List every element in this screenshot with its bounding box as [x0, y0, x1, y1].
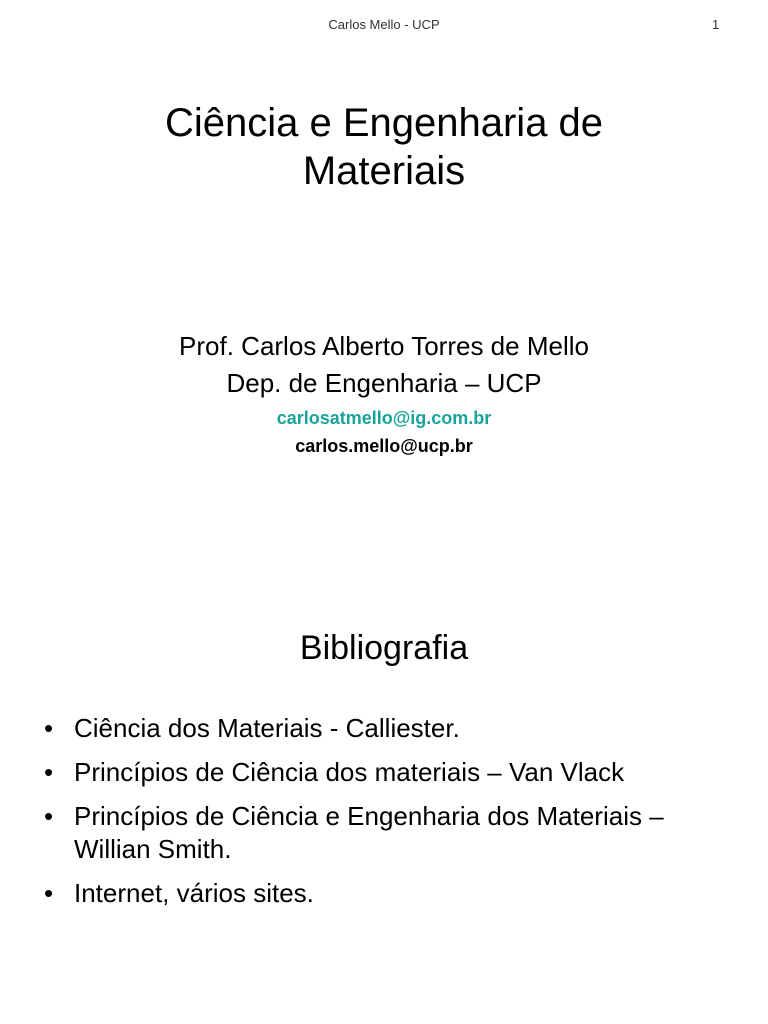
list-item-text: Princípios de Ciência e Engenharia dos Materiais – Willian Smith.: [74, 801, 664, 864]
bullet-icon: •: [44, 757, 54, 787]
slide-2: [0, 512, 768, 1024]
title-line-1: Ciência e Engenharia de: [164, 101, 604, 145]
title-line-2: Materiais: [302, 149, 466, 193]
author-department: Dep. de Engenharia – UCP: [226, 368, 542, 398]
footer-author: Carlos Mello - UCP: [328, 17, 440, 32]
email-primary[interactable]: carlosatmello@ig.com.br: [276, 408, 492, 428]
bullet-icon: •: [44, 801, 54, 831]
list-item-text: Princípios de Ciência dos materiais – Van Vlack: [74, 757, 625, 787]
bullet-icon: •: [44, 713, 54, 743]
bullet-icon: •: [44, 878, 54, 908]
list-item-text: Ciência dos Materiais - Calliester.: [74, 713, 460, 743]
slide-title-bibliografia: Bibliografia: [299, 629, 469, 667]
bibliography-list: [42, 712, 742, 921]
slide-title: [0, 99, 768, 195]
footer-page-number: 1: [712, 17, 720, 32]
author-block: [0, 328, 768, 402]
list-item: [42, 756, 742, 789]
author-name: Prof. Carlos Alberto Torres de Mello: [179, 331, 589, 361]
list-item-text: Internet, vários sites.: [74, 878, 314, 908]
email-secondary: carlos.mello@ucp.br: [295, 436, 473, 456]
list-item: [42, 712, 742, 745]
list-item: [42, 800, 742, 866]
list-item: [42, 877, 742, 910]
